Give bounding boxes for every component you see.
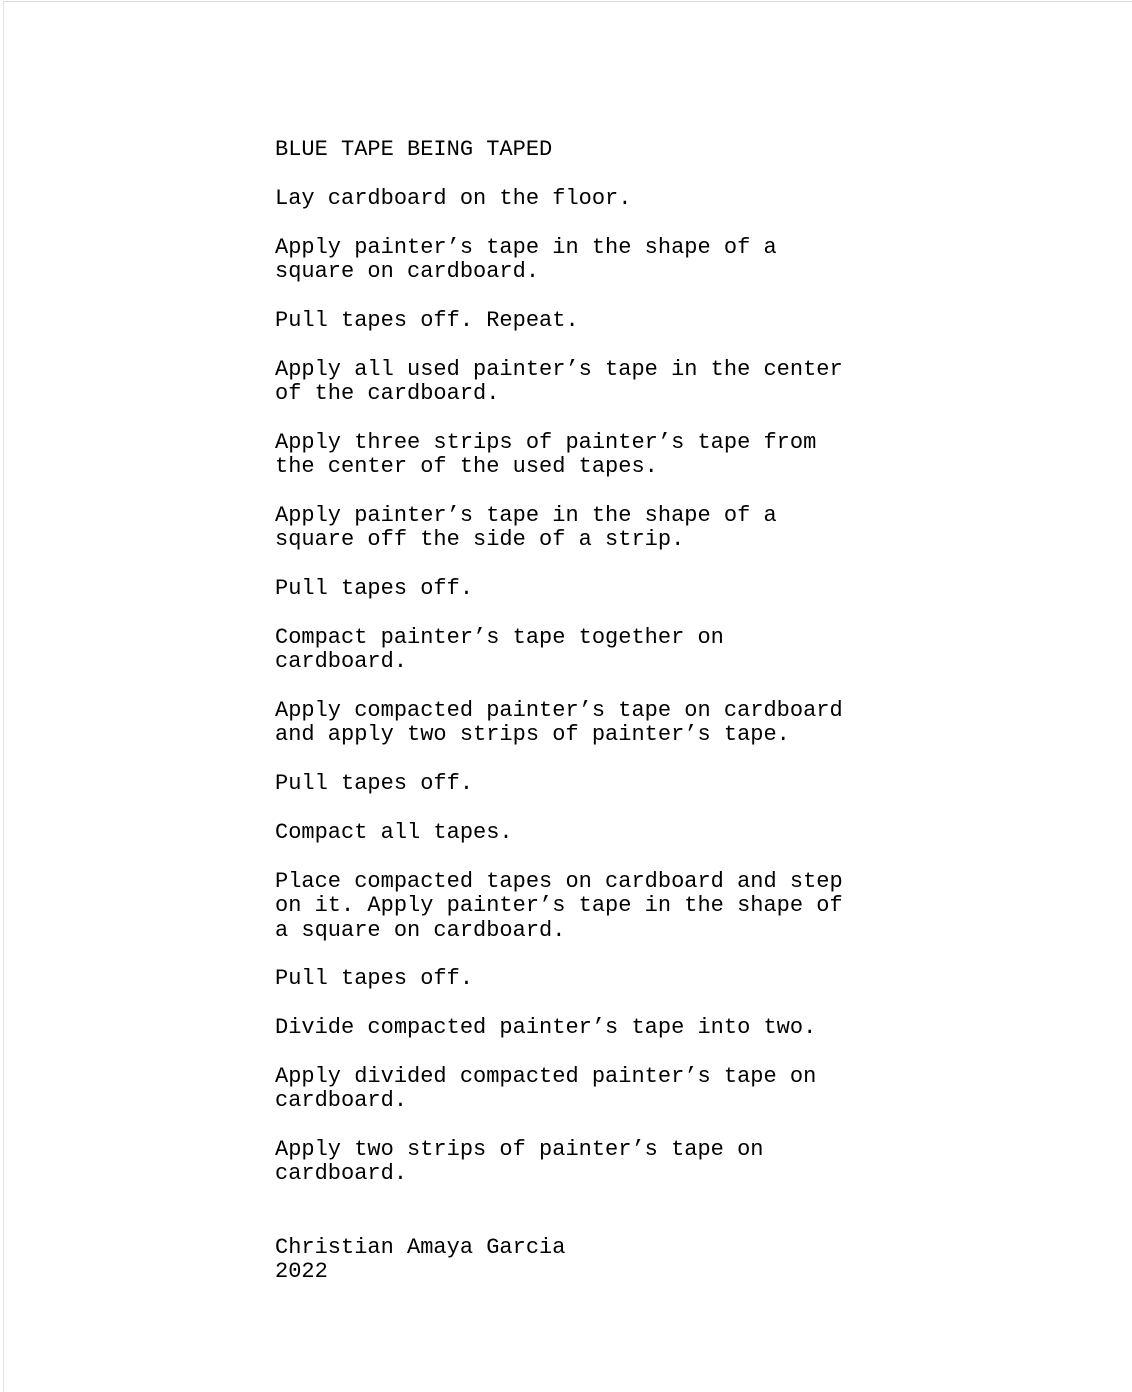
paragraph-spacer xyxy=(275,284,875,308)
document-body xyxy=(275,138,875,1284)
paragraph-line: the center of the used tapes. xyxy=(275,454,658,480)
paragraph-line: Place compacted tapes on cardboard and step xyxy=(275,868,843,894)
paragraph-line: cardboard. xyxy=(275,1161,408,1187)
document-title: BLUE TAPE BEING TAPED xyxy=(275,137,553,162)
paragraph-line: Compact painter’s tape together on xyxy=(275,624,724,650)
paragraph-line: Apply divided compacted painter’s tape on xyxy=(275,1063,817,1089)
paragraph xyxy=(275,1016,875,1040)
paragraph xyxy=(275,821,875,845)
paragraph-spacer xyxy=(275,992,875,1016)
paragraph-line: Pull tapes off. Repeat. xyxy=(275,307,579,333)
paragraph-line: and apply two strips of painter’s tape. xyxy=(275,722,790,748)
paragraph xyxy=(275,236,875,285)
paragraph-line: Lay cardboard on the floor. xyxy=(275,185,632,211)
signature-spacer xyxy=(275,1187,875,1236)
paragraph xyxy=(275,187,875,211)
paragraph-line: Pull tapes off. xyxy=(275,966,474,992)
paragraph xyxy=(275,870,875,943)
paragraph-line: Apply three strips of painter’s tape from xyxy=(275,429,817,455)
paragraph-spacer xyxy=(275,943,875,967)
paragraph-line: Apply painter’s tape in the shape of a xyxy=(275,502,777,528)
paragraph xyxy=(275,772,875,796)
paragraph-line: of the cardboard. xyxy=(275,380,500,406)
signature-block xyxy=(275,1236,875,1285)
paragraph-spacer xyxy=(275,211,875,235)
paragraph-line: Apply compacted painter’s tape on cardboard xyxy=(275,697,843,723)
paragraph xyxy=(275,967,875,991)
paragraph-spacer xyxy=(275,406,875,430)
paragraph-line: a square on cardboard. xyxy=(275,917,566,943)
paragraph xyxy=(275,431,875,480)
paragraph xyxy=(275,358,875,407)
paragraph-spacer xyxy=(275,748,875,772)
paragraph-spacer xyxy=(275,333,875,357)
paragraph-line: Divide compacted painter’s tape into two. xyxy=(275,1015,817,1041)
paragraph xyxy=(275,309,875,333)
paragraph-line: Pull tapes off. xyxy=(275,771,474,797)
paragraph xyxy=(275,1138,875,1187)
year: 2022 xyxy=(275,1258,328,1284)
paragraph xyxy=(275,626,875,675)
paragraph-line: square off the side of a strip. xyxy=(275,527,685,553)
paragraph xyxy=(275,1065,875,1114)
paragraph-spacer xyxy=(275,553,875,577)
paragraph-spacer xyxy=(275,479,875,503)
paragraph-line: on it. Apply painter’s tape in the shape of xyxy=(275,893,843,919)
paragraph-line: Pull tapes off. xyxy=(275,576,474,602)
paragraph xyxy=(275,504,875,553)
paragraph-spacer xyxy=(275,1040,875,1064)
paragraph-line: cardboard. xyxy=(275,1088,408,1114)
paragraph-line: cardboard. xyxy=(275,649,408,675)
paragraph-spacer xyxy=(275,1114,875,1138)
paragraph-spacer xyxy=(275,797,875,821)
author-name: Christian Amaya Garcia xyxy=(275,1234,566,1260)
paragraph-spacer xyxy=(275,162,875,186)
paragraph xyxy=(275,577,875,601)
paragraph-line: Apply painter’s tape in the shape of a xyxy=(275,234,777,260)
paragraph-spacer xyxy=(275,845,875,869)
paragraph-line: square on cardboard. xyxy=(275,258,540,284)
paragraph-line: Apply all used painter’s tape in the center xyxy=(275,356,843,382)
paragraph xyxy=(275,699,875,748)
paragraph-line: Apply two strips of painter’s tape on xyxy=(275,1137,764,1163)
paragraph-line: Compact all tapes. xyxy=(275,819,513,845)
document-page xyxy=(3,1,1132,1392)
paragraph-spacer xyxy=(275,675,875,699)
paragraph-spacer xyxy=(275,601,875,625)
